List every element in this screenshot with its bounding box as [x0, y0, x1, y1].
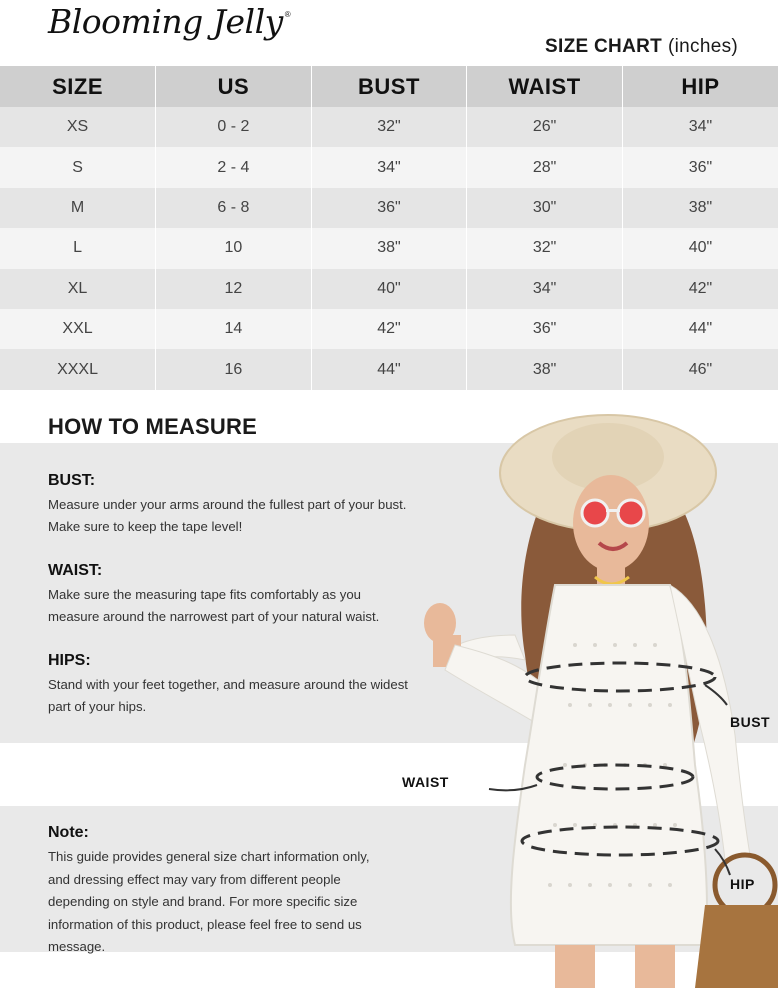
cell-bust: 38" — [311, 228, 467, 268]
registered-mark: ® — [284, 10, 291, 19]
cell-bust: 36" — [311, 188, 467, 228]
note-line: message. — [48, 939, 106, 954]
cell-waist: 26" — [467, 107, 623, 147]
cell-hip: 42" — [622, 269, 778, 309]
header-waist: WAIST — [467, 66, 623, 107]
sunglasses-bridge — [606, 509, 620, 512]
waist-label: WAIST — [402, 774, 449, 790]
header-bust: BUST — [311, 66, 467, 107]
sunglasses-left-lens — [582, 500, 608, 526]
table-row — [0, 309, 778, 349]
cell-size: XXXL — [0, 349, 156, 389]
note-heading: Note: — [48, 824, 89, 841]
cell-us: 12 — [156, 269, 312, 309]
how-to-measure-heading: HOW TO MEASURE — [48, 414, 257, 439]
cell-bust: 34" — [311, 147, 467, 187]
cell-waist: 38" — [467, 349, 623, 389]
hip-label: HIP — [730, 876, 755, 892]
note-line: information of this product, please feel free to send us — [48, 916, 362, 932]
cell-waist: 30" — [467, 188, 623, 228]
cell-waist: 34" — [467, 269, 623, 309]
model-photo — [405, 405, 778, 988]
cell-us: 14 — [156, 309, 312, 349]
cell-us: 6 - 8 — [156, 188, 312, 228]
size-chart-title-text: SIZE CHART — [545, 36, 663, 57]
cell-hip: 46" — [622, 349, 778, 389]
table-row — [0, 107, 778, 147]
cell-bust: 42" — [311, 309, 467, 349]
cell-bust: 32" — [311, 107, 467, 147]
bust-line: Measure under your arms around the fullest part of your bust. — [48, 497, 407, 512]
size-table — [0, 66, 778, 390]
cell-waist: 28" — [467, 147, 623, 187]
table-row — [0, 188, 778, 228]
leg — [555, 945, 595, 988]
table-row — [0, 147, 778, 187]
bust-heading: BUST: — [48, 472, 96, 489]
brand-name: Blooming Jelly — [48, 2, 283, 41]
brand-logo — [48, 0, 291, 52]
cell-waist: 32" — [467, 228, 623, 268]
sunglasses-right-lens — [618, 500, 644, 526]
table-row — [0, 269, 778, 309]
cell-hip: 34" — [622, 107, 778, 147]
cell-size: L — [0, 228, 156, 268]
size-note — [48, 824, 428, 959]
cell-size: S — [0, 147, 156, 187]
cell-waist: 36" — [467, 309, 623, 349]
header-hip: HIP — [622, 66, 778, 107]
cell-hip: 36" — [622, 147, 778, 187]
bust-label: BUST — [730, 714, 771, 730]
cell-us: 2 - 4 — [156, 147, 312, 187]
cell-us: 0 - 2 — [156, 107, 312, 147]
cell-hip: 40" — [622, 228, 778, 268]
note-line: This guide provides general size chart information only, — [48, 849, 370, 864]
header-size: SIZE — [0, 66, 156, 107]
cell-hip: 44" — [622, 309, 778, 349]
leg — [635, 945, 675, 988]
cell-us: 16 — [156, 349, 312, 389]
table-header-row — [0, 66, 778, 107]
cell-size: XS — [0, 107, 156, 147]
hips-heading: HIPS: — [48, 652, 91, 669]
bust-line: Make sure to keep the tape level! — [48, 519, 243, 534]
size-chart-title — [545, 36, 738, 58]
size-chart-unit: (inches) — [668, 36, 738, 57]
cell-size: M — [0, 188, 156, 228]
waist-line: measure around the narrowest part of your natural waist. — [48, 609, 380, 624]
waist-line: Make sure the measuring tape fits comfortably as you — [48, 587, 361, 602]
bag — [695, 905, 778, 988]
hips-line: Stand with your feet together, and measure around the widest — [48, 677, 408, 692]
note-line: and dressing effect may vary from different people — [48, 871, 341, 887]
cell-us: 10 — [156, 228, 312, 268]
hips-line: part of your hips. — [48, 699, 147, 714]
waist-heading: WAIST: — [48, 562, 103, 579]
cell-size: XL — [0, 269, 156, 309]
cell-hip: 38" — [622, 188, 778, 228]
cell-bust: 40" — [311, 269, 467, 309]
cell-size: XXL — [0, 309, 156, 349]
table-row — [0, 228, 778, 268]
note-line: depending on style and brand. For more specific size — [48, 894, 358, 909]
header-us: US — [156, 66, 312, 107]
table-row — [0, 349, 778, 389]
cell-bust: 44" — [311, 349, 467, 389]
